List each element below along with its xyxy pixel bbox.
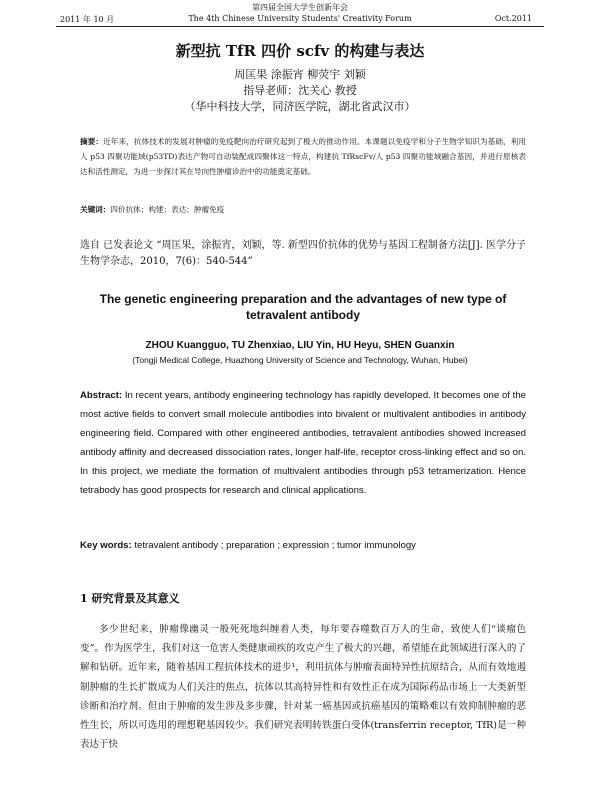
affiliation-cn: （华中科技大学，同济医学院，湖北省武汉市） [184,100,416,113]
affiliation-en: (Tongji Medical College, Huazhong University of Science and Technology, Wuhan, Hubei) [132,355,468,365]
advisor-cn: 指导老师：沈关心 教授 [243,84,357,97]
keywords-en-text: tetravalent antibody ; preparation ; expression ; tumor immunology [134,540,416,551]
keywords-en-label: Key words: [80,540,132,551]
running-header [0,0,600,30]
authors-cn: 周匡果 涂振宵 柳荧宇 刘颖 [234,68,366,81]
citation: 选自 已发表论文 “周匡果，涂振宵，刘颖，等. 新型四价抗体的优势与基因工程制备方法[J]. 医学分子生物学杂志，2010，7(6)：540-544” [80,240,526,267]
keywords-cn [80,202,526,217]
abstract-cn-text: 近年来，抗体技术的发展对肿瘤的免疫靶向治疗研究起到了极大的推动作用。本课题以免疫学和分子生物学知识为基础，利用人 p53 四聚功能域(p53TD)表达产物可自动装配成四聚体这一特点，构建抗 TfRscFv/人 p53 四聚功能域融合基因，并进行原核表达和活性测定，为进一步探讨其在导向性肿瘤诊治中的功能奠定基础。 [80,137,526,176]
keywords-en [80,540,526,551]
section-body: 多少世纪来，肿瘤像幽灵一般死死地纠缠着人类，每年要吞噬数百万人的生命，致使人们“谈瘤色变”。作为医学生，我们对这一危害人类健康顽疾的攻克产生了极大的兴趣，希望能在此领域进行深入的了解和钻研。近年来，随着基因工程抗体技术的进步¹，利用抗体与肿瘤表面特异性抗原结合，从而有效地遏制肿瘤的生长扩散成为人们关注的焦点，抗体以其高特异性和有效性正在成为国际药品市场上一大类新型诊断和治疗剂。但由于肿瘤的发生涉及多步骤，针对某一癌基因或抗癌基因的策略难以有效抑制肿瘤的恶性生长，所以可选用的理想靶基因较少。我们研究表明转铁蛋白受体(transferrin receptor, TfR)是一种表达于快 [80,624,526,751]
keywords-cn-label: 关键词： [80,205,111,214]
authors-en: ZHOU Kuangguo, TU Zhenxiao, LIU Yin, HU Heyu, SHEN Guanxin [145,340,455,351]
header-conference-cn: 第四届全国大学生创新年会 [252,3,348,12]
header-rule [56,26,544,27]
abstract-en [80,386,526,500]
abstract-en-text: In recent years, antibody engineering technology has rapidly developed. It becomes one of the most active fields to convert small molecule antibodies into bivalent or multivalent antibodies in antibody engineering field. Compared with other engineered antibodies, tetravalent antibodies showed increased antibody affinity and decreased dissociation rates, longer half-life, receptor cross-linking effect and so on. In this project, we mediate the formation of multivalent antibodies through p53 tetramerization. Hence tetrabody has good prospects for research and clinical applications. [80,390,526,496]
keywords-cn-text: 四价抗体；构建；表达；肿瘤免疫 [110,205,225,214]
header-conference-en: The 4th Chinese University Students' Creativity Forum [188,14,412,23]
header-date-en: Oct.2011 [494,14,532,23]
section-heading: 1 研究背景及其意义 [80,592,180,605]
abstract-en-label: Abstract: [80,390,123,401]
abstract-cn [80,134,526,179]
abstract-cn-label: 摘要： [80,137,104,146]
paper-title-cn: 新型抗 TfR 四价 scfv 的构建与表达 [175,42,425,60]
paper-title-en: The genetic engineering preparation and the advantages of new type of tetravalent antibody [99,292,507,322]
header-date: 2011 年 10 月 [60,15,115,24]
